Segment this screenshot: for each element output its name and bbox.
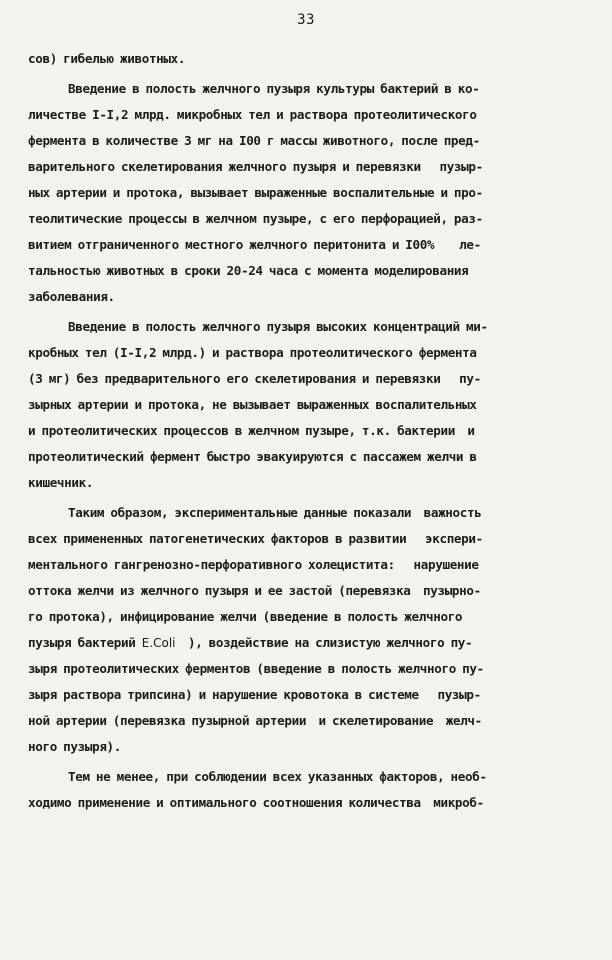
text-line: зырных артерии и протока, не вызывает выраженных воспалительных <box>28 397 477 412</box>
text-line: сов) гибелью животных. <box>28 51 186 66</box>
text-line: Введение в полость желчного пузыря культуры бактерий в ко- <box>68 81 480 96</box>
text-line: личестве I-I,2 млрд. микробных тел и раствора протеолитического <box>28 107 477 122</box>
page-number: 33 <box>297 12 315 28</box>
text-line-with-handwriting <box>28 630 584 656</box>
text-line: кишечник. <box>28 475 94 490</box>
text-line: Тем не менее, при соблюдении всех указанных факторов, необ- <box>68 769 487 784</box>
text-line: (3 мг) без предварительного его скелетирования и перевязки пу- <box>28 371 481 386</box>
paragraph-5 <box>28 764 584 816</box>
text-line: зыря протеолитических ферментов (введение в полость желчного пу- <box>28 661 484 676</box>
paragraph-4 <box>28 500 584 760</box>
text-line: ного пузыря). <box>28 739 122 754</box>
text-line: Таким образом, экспериментальные данные показали важность <box>68 505 482 520</box>
text-line: витием отграниченного местного желчного перитонита и I00% ле- <box>28 237 481 252</box>
text-line: оттока желчи из желчного пузыря и ее застой (перевязка пузырно- <box>28 583 481 598</box>
text-line: го протока), инфицирование желчи (введение в полость желчного <box>28 609 463 624</box>
text-segment: ), воздействие на слизистую желчного пу- <box>175 635 473 650</box>
text-line: фермента в количестве 3 мг на I00 г массы животного, после пред- <box>28 133 480 148</box>
text-segment: пузыря бактерий <box>28 635 142 650</box>
text-line: заболевания. <box>28 289 115 304</box>
text-line: ходимо применение и оптимального соотношения количества микроб- <box>28 795 484 810</box>
paragraph-2 <box>28 76 584 310</box>
text-line: протеолитический фермент быстро эвакуируются с пассажем желчи в <box>28 449 477 464</box>
text-line: теолитические процессы в желчном пузыре, с его перфорацией, раз- <box>28 211 483 226</box>
text-line: ных артерии и протока, вызывает выраженные воспалительные и про- <box>28 185 483 200</box>
text-line: всех примененных патогенетических факторов в развитии экспери- <box>28 531 483 546</box>
body-text <box>28 46 584 820</box>
paragraph-1 <box>28 46 584 72</box>
text-line: ментального гангренозно-перфоративного холецистита: нарушение <box>28 557 479 572</box>
text-line: тальностью животных в сроки 20-24 часа с момента моделирования <box>28 263 469 278</box>
text-line: ной артерии (перевязка пузырной артерии и скелетирование желч- <box>28 713 482 728</box>
handwritten-insert: E.Coli <box>141 636 176 650</box>
text-line: варительного скелетирования желчного пузыря и перевязки пузыр- <box>28 159 483 174</box>
paragraph-3 <box>28 314 584 496</box>
text-line: и протеолитических процессов в желчном пузыре, т.к. бактерии и <box>28 423 475 438</box>
text-line: кробных тел (I-I,2 млрд.) и раствора протеолитического фермента <box>28 345 477 360</box>
text-line: Введение в полость желчного пузыря высоких концентраций ми- <box>68 319 488 334</box>
text-line: зыря раствора трипсина) и нарушение кровотока в системе пузыр- <box>28 687 481 702</box>
